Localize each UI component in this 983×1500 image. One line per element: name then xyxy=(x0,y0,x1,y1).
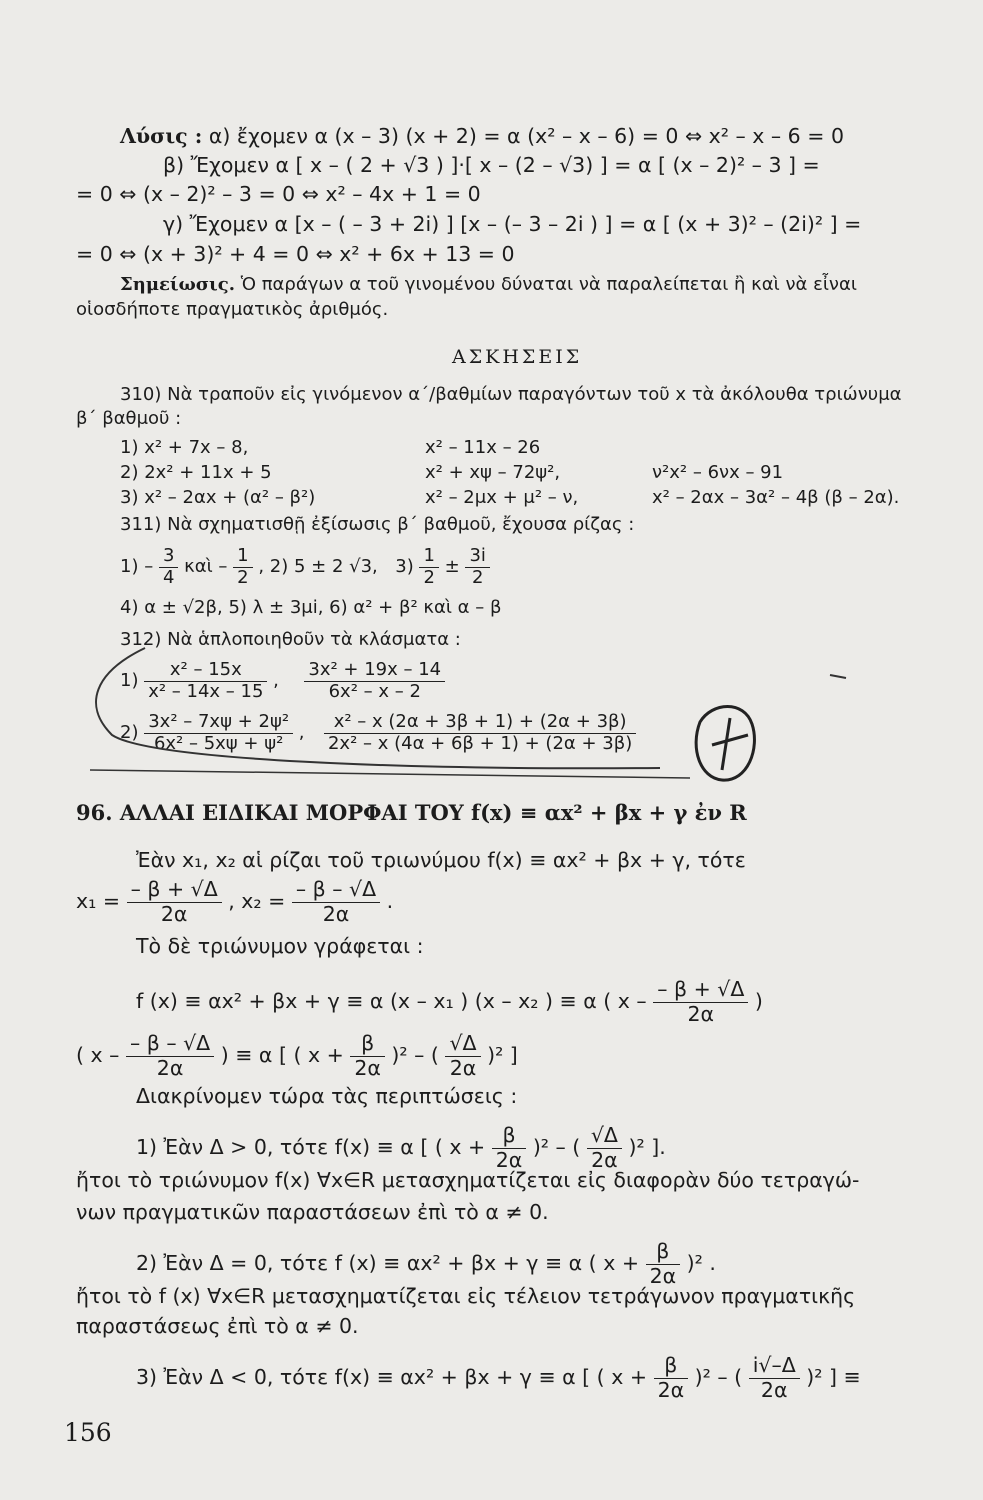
main-identity-text: f (x) ≡ αx² + βx + γ ≡ α (x – x₁ ) (x – x₂ ) ≡ α ( x – xyxy=(136,989,647,1014)
roots-intro: Ἐὰν x₁, x₂ αἱ ρίζαι τοῦ τριωνύμου f(x) ≡ αx² + βx + γ, τότε xyxy=(136,848,746,872)
frac-den: 2α xyxy=(322,901,350,926)
e312-2-label: 2) xyxy=(120,722,139,744)
exercise-310-r3c1: 3) x² – 2αx + (α² – β²) xyxy=(120,487,316,508)
plus-minus: ± xyxy=(444,556,460,578)
frac-den: 2α xyxy=(160,901,188,926)
solution-line-b1: β) Ἔχομεν α [ x – ( 2 + √3 ) ]·[ x – (2 – √3) ] = α [ (x – 2)² – 3 ] = xyxy=(163,153,820,177)
page-number: 156 xyxy=(64,1418,112,1447)
eq2-end: )² ] xyxy=(487,1043,518,1068)
case-2-explanation-1: ἤτοι τὸ f (x) ∀x∈R μετασχηματίζεται εἰς τέλειον τετράγωνον πραγματικῆς xyxy=(76,1284,856,1308)
frac-den: 2α xyxy=(687,1001,715,1026)
e312-1-label: 1) xyxy=(120,670,139,692)
exercise-310-r3c3: x² – 2αx – 3α² – 4β (β – 2α). xyxy=(652,487,900,508)
frac-den: 2 xyxy=(471,566,484,588)
paren-close: ) xyxy=(754,989,763,1014)
e311-3-label: 3) xyxy=(395,556,414,578)
frac-den: 2 xyxy=(237,566,249,588)
solution-label: Λύσις : xyxy=(120,124,203,148)
case-2-fraction xyxy=(646,1240,681,1288)
frac-num: – β – √Δ xyxy=(126,1032,214,1057)
frac-num: 3x² + 19x – 14 xyxy=(304,660,445,682)
frac-num: β xyxy=(654,1354,689,1379)
x1-fraction xyxy=(127,878,222,926)
case-1-middle: )² – ( xyxy=(532,1135,581,1160)
frac-num: x² – 15x xyxy=(144,660,267,682)
x2-fraction xyxy=(292,878,380,926)
exercise-310-r2c2: x² + xψ – 72ψ², xyxy=(425,462,561,483)
case-1-explanation-1: ἤτοι τὸ τριώνυμον f(x) ∀x∈R μετασχηματίζεται εἰς διαφορὰν δύο τετραγώ- xyxy=(76,1168,860,1192)
roots-formula xyxy=(76,878,393,926)
exercises-heading: ΑΣΚΗΣΕΙΣ xyxy=(452,346,583,368)
case-3-end: )² ] ≡ xyxy=(806,1365,861,1390)
case-3-fraction-1 xyxy=(654,1354,689,1402)
main-identity xyxy=(136,978,763,1026)
frac-num: √Δ xyxy=(587,1124,622,1149)
exercise-310-r1c1: 1) x² + 7x – 8, xyxy=(120,437,249,458)
frac-num: 3 xyxy=(159,546,178,568)
x1-label: x₁ = xyxy=(76,889,121,914)
frac-den: 2α xyxy=(495,1147,523,1172)
frac-den: 2α xyxy=(354,1055,381,1080)
frac-den: 2α xyxy=(591,1147,618,1172)
frac-num: √Δ xyxy=(445,1032,480,1057)
cases-intro: Διακρίνομεν τώρα τὰς περιπτώσεις : xyxy=(136,1084,518,1108)
period: . xyxy=(386,889,394,914)
exercise-311-line-4: 4) α ± √2β, 5) λ ± 3μi, 6) α² + β² καὶ α – β xyxy=(120,597,502,618)
case-1-formula xyxy=(136,1124,666,1172)
frac-den: 2α xyxy=(649,1263,677,1288)
e311-2: , 2) 5 ± 2 √3, xyxy=(258,556,378,578)
case-3-fraction-2 xyxy=(749,1354,800,1402)
exercise-310-line-1: 310) Νὰ τραποῦν εἰς γινόμενον α΄/βαθμίων παραγόντων τοῦ x τὰ ἀκόλουθα τριώνυμα xyxy=(120,384,902,405)
comma: , xyxy=(298,722,305,744)
exercise-312: 312) Νὰ ἁπλοποιηθοῦν τὰ κλάσματα : xyxy=(120,629,461,650)
frac-den: 6x² – 5xψ + ψ² xyxy=(153,732,284,754)
case-3-text: 3) Ἐὰν Δ < 0, τότε f(x) ≡ αx² + βx + γ ≡ α [ ( x + xyxy=(136,1365,648,1390)
exercise-310-r3c2: x² – 2μx + μ² – ν, xyxy=(425,487,579,508)
frac-num: – β + √Δ xyxy=(653,978,748,1003)
case-1-fraction-1 xyxy=(492,1124,527,1172)
frac-den: 6x² – x – 2 xyxy=(328,680,421,702)
eq2-middle: ) ≡ α [ ( x + xyxy=(220,1043,344,1068)
remark-label: Σημείωσις. xyxy=(120,274,235,295)
exercise-310-r2c3: ν²x² – 6νx – 91 xyxy=(652,462,784,483)
frac-num: 3i xyxy=(465,546,489,568)
frac-num: i√–Δ xyxy=(749,1354,800,1379)
frac-num: 1 xyxy=(419,546,438,568)
case-2-end: )² . xyxy=(686,1251,716,1276)
frac-num: β xyxy=(646,1240,681,1265)
case-3-middle: )² – ( xyxy=(694,1365,743,1390)
frac-den: 2α xyxy=(657,1377,685,1402)
case-3-formula xyxy=(136,1354,861,1402)
e311-1-and: καὶ – xyxy=(184,556,228,578)
frac-den: 2α xyxy=(449,1055,477,1080)
frac-den: x² – 14x – 15 xyxy=(148,680,264,702)
frac-den: 2α xyxy=(760,1377,788,1402)
case-1-text: 1) Ἐὰν Δ > 0, τότε f(x) ≡ α [ ( x + xyxy=(136,1135,486,1160)
case-1-end: )² ]. xyxy=(628,1135,666,1160)
exercise-310-line-2: β΄ βαθμοῦ : xyxy=(76,408,182,429)
frac-num: x² – x (2α + 3β + 1) + (2α + 3β) xyxy=(324,712,636,734)
eq2-middle-2: )² – ( xyxy=(391,1043,439,1068)
frac-den: 4 xyxy=(162,566,175,588)
frac-num: 1 xyxy=(233,546,252,568)
frac-num: – β – √Δ xyxy=(292,878,380,903)
frac-den: 2 xyxy=(423,566,435,588)
identity-line-2 xyxy=(76,1032,518,1080)
frac-den: 2x² – x (4α + 6β + 1) + (2α + 3β) xyxy=(327,732,633,754)
case-2-formula xyxy=(136,1240,716,1288)
frac-num: – β + √Δ xyxy=(127,878,222,903)
solution-a-text: α) ἔχομεν α (x – 3) (x + 2) = α (x² – x – 6) = 0 ⇔ x² – x – 6 = 0 xyxy=(208,124,844,148)
remark-text-1: Ὁ παράγων α τοῦ γινομένου δύναται νὰ παραλείπεται ἢ καὶ νὰ εἶναι xyxy=(240,274,857,295)
case-1-fraction-2 xyxy=(587,1124,622,1172)
frac-den: 2α xyxy=(156,1055,184,1080)
exercise-311: 311) Νὰ σχηματισθῇ ἐξίσωσις β΄ βαθμοῦ, ἔχουσα ρίζας : xyxy=(120,514,635,535)
e311-1-label: 1) – xyxy=(120,556,154,578)
remark-line-2: οἱοσδήποτε πραγματικὸς ἀριθμός. xyxy=(76,299,389,320)
frac-num: 3x² – 7xψ + 2ψ² xyxy=(144,712,293,734)
frac-num: β xyxy=(350,1032,385,1057)
case-1-explanation-2: νων πραγματικῶν παραστάσεων ἐπὶ τὸ α ≠ 0. xyxy=(76,1200,549,1224)
trinomial-written: Τὸ δὲ τριώνυμον γράφεται : xyxy=(136,934,424,958)
case-2-explanation-2: παραστάσεως ἐπὶ τὸ α ≠ 0. xyxy=(76,1314,359,1338)
frac-num: β xyxy=(492,1124,527,1149)
eq2-fraction-2 xyxy=(350,1032,385,1080)
main-identity-fraction xyxy=(653,978,748,1026)
solution-line-c1: γ) Ἔχομεν α [x – ( – 3 + 2i) ] [x – (– 3 – 2i ) ] = α [ (x + 3)² – (2i)² ] = xyxy=(163,212,862,236)
x2-label: , x₂ = xyxy=(228,889,286,914)
solution-line-c2: = 0 ⇔ (x + 3)² + 4 = 0 ⇔ x² + 6x + 13 = 0 xyxy=(76,242,515,266)
exercise-310-r2c1: 2) 2x² + 11x + 5 xyxy=(120,462,272,483)
comma: , xyxy=(273,670,279,692)
eq2-fraction-3 xyxy=(445,1032,480,1080)
eq2-open: ( x – xyxy=(76,1043,120,1068)
solution-line-b2: = 0 ⇔ (x – 2)² – 3 = 0 ⇔ x² – 4x + 1 = 0 xyxy=(76,182,481,206)
case-2-text: 2) Ἐὰν Δ = 0, τότε f (x) ≡ αx² + βx + γ ≡ α ( x + xyxy=(136,1251,640,1276)
section-96-title: 96. ΑΛΛΑΙ ΕΙΔΙΚΑΙ ΜΟΡΦΑΙ ΤΟΥ f(x) ≡ αx² + βx + γ ἐν R xyxy=(76,800,747,825)
exercise-310-r1c2: x² – 11x – 26 xyxy=(425,437,541,458)
eq2-fraction-1 xyxy=(126,1032,214,1080)
